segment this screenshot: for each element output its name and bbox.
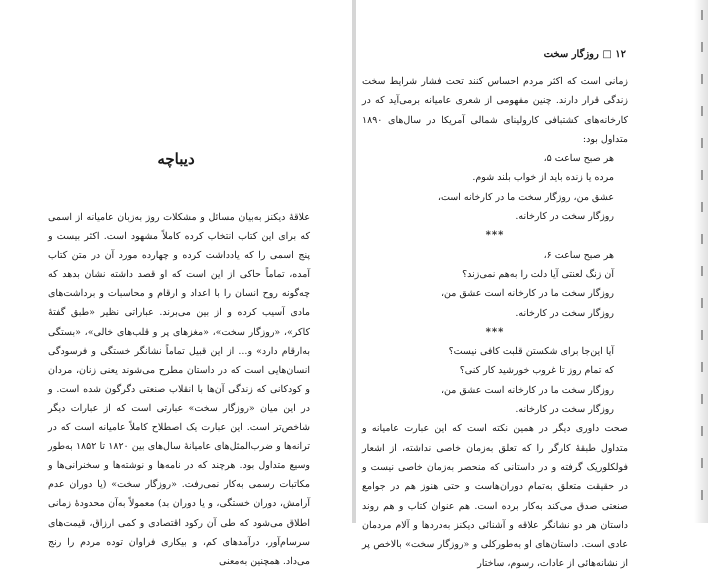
verse-line: روزگار سخت ما در کارخانه است عشق من، <box>440 288 614 300</box>
running-head: ۱۲ □ روزگار سخت <box>543 49 626 60</box>
intro-paragraph: زمانی است که اکثر مردم احساس کنند تحت فشار شرایط سخت زندگی قرار دارند. چنین مفهومی از شعری عامیانه برمی‌آید که در کارخانه‌های کشتبافی کارولینای شمالی آمریکا در سال‌های ۱۸۹۰ متداول بود: <box>362 76 628 145</box>
stanza-3 <box>362 342 614 419</box>
chapter-title: دیباچه <box>157 150 195 168</box>
verse-line: روزگار سخت در کارخانه. <box>515 211 614 223</box>
left-page <box>0 0 352 567</box>
stanza-separator: *** <box>485 230 505 242</box>
closing-paragraph: صحت داوری دیگر در همین نکته است که این عبارت عامیانه و متداول طبقهٔ کارگر را که تعلق به‌زمان خاصی نداشته، از اشعار فولکلوریک گرفته و در داستانی که منحصر به‌زمان خاصی نیست و در حقیقت متعلق به‌تمام دوران‌هاست و حتی هنوز هم در جوامع صنعتی صدق می‌کند به‌کار برده است. هم عنوان کتاب و هم روند داستان هر دو نشانگر علاقه و آشنائی دیکنز به‌دردها و آلام مردمان عادی است. داستان‌های او به‌طورکلی و «روزگار سخت» بالاخص پر از نشانه‌هائی از عادات، رسوم، ساختار <box>362 423 628 570</box>
verse-line: روزگار سخت در کارخانه. <box>515 404 614 416</box>
main-text <box>362 72 628 574</box>
preface-body <box>48 208 310 571</box>
preface-paragraph: علاقهٔ دیکنز به‌بیان مسائل و مشکلات روز به‌زبان عامیانه از اسمی که برای این کتاب انتخاب کرده کاملاً مشهود است. اکثر بیست و پنج اسمی را که یادداشت کرده و چهارده مورد آن در متن کتاب آمده، تماماً حاکی از این است که او قصد داشته نشان بدهد که چه‌گونه روح انسان را با اعداد و ارقام و محاسبات و برداشت‌های مادی آسیب کرده و از بین می‌برند. عباراتی نظیر «طبق گفتهٔ کاکر»، «روزگار سخت»، «مغزهای پر و قلب‌های خالی»، «بستگی به‌ارقام دارد» و... از این قبیل تماماً نشانگر خستگی و فرسودگی انسان‌هایی است که در داستان مطرح می‌شوند یعنی زنان، مردان و کودکانی که زندگی آن‌ها با انقلاب صنعتی دگرگون شده است. و در این میان «روزگار سخت» عبارتی است که از عبارات دیگر شاخص‌تر است. این عبارت یک اصطلاح کاملاً عامیانه است که در ترانه‌ها و ضرب‌المثل‌های عامیانهٔ سال‌های بین ۱۸۲۰ تا ۱۸۵۲ به‌طور وسیع متداول بود. هرچند که در نامه‌ها و نوشته‌ها و سخنرانی‌ها و مکاتبات رسمی به‌کار نمی‌رفت. «روزگار سخت» (یا دوران عدم آرامش، دوران خستگی، و یا دوران بد) معمولاً به‌آن محدودهٔ زمانی اطلاق می‌شود که طی آن رکود اقتصادی و کمی ارزاق، قیمت‌های سرسام‌آور، درآمدهای کم، و بیکاری فراوان توده مردم را رنج می‌داد. همچنین به‌معنی <box>48 212 310 567</box>
page-edge-marks <box>698 10 706 510</box>
verse-line: آن زنگ لعنتی آیا دلت را به‌هم نمی‌زند؟ <box>462 268 614 280</box>
stanza-2 <box>362 246 614 323</box>
verse-line: هر صبح ساعت ۵، <box>543 153 614 165</box>
stanza-separator: *** <box>485 326 505 338</box>
verse-line: هر صبح ساعت ۶، <box>543 249 614 261</box>
verse-line: که تمام روز تا غروب خورشید کار کنی؟ <box>459 365 614 377</box>
stanza-1 <box>362 149 614 226</box>
verse-line: آیا این‌جا برای شکستن قلبت کافی نیست؟ <box>448 346 614 358</box>
verse-line: مرده یا زنده باید از خواب بلند شوم. <box>472 172 614 184</box>
verse-line: روزگار سخت ما در کارخانه است عشق من، <box>440 384 614 396</box>
verse-line: عشق من، روزگار سخت ما در کارخانه است، <box>437 191 614 203</box>
verse-line: روزگار سخت در کارخانه. <box>515 307 614 319</box>
